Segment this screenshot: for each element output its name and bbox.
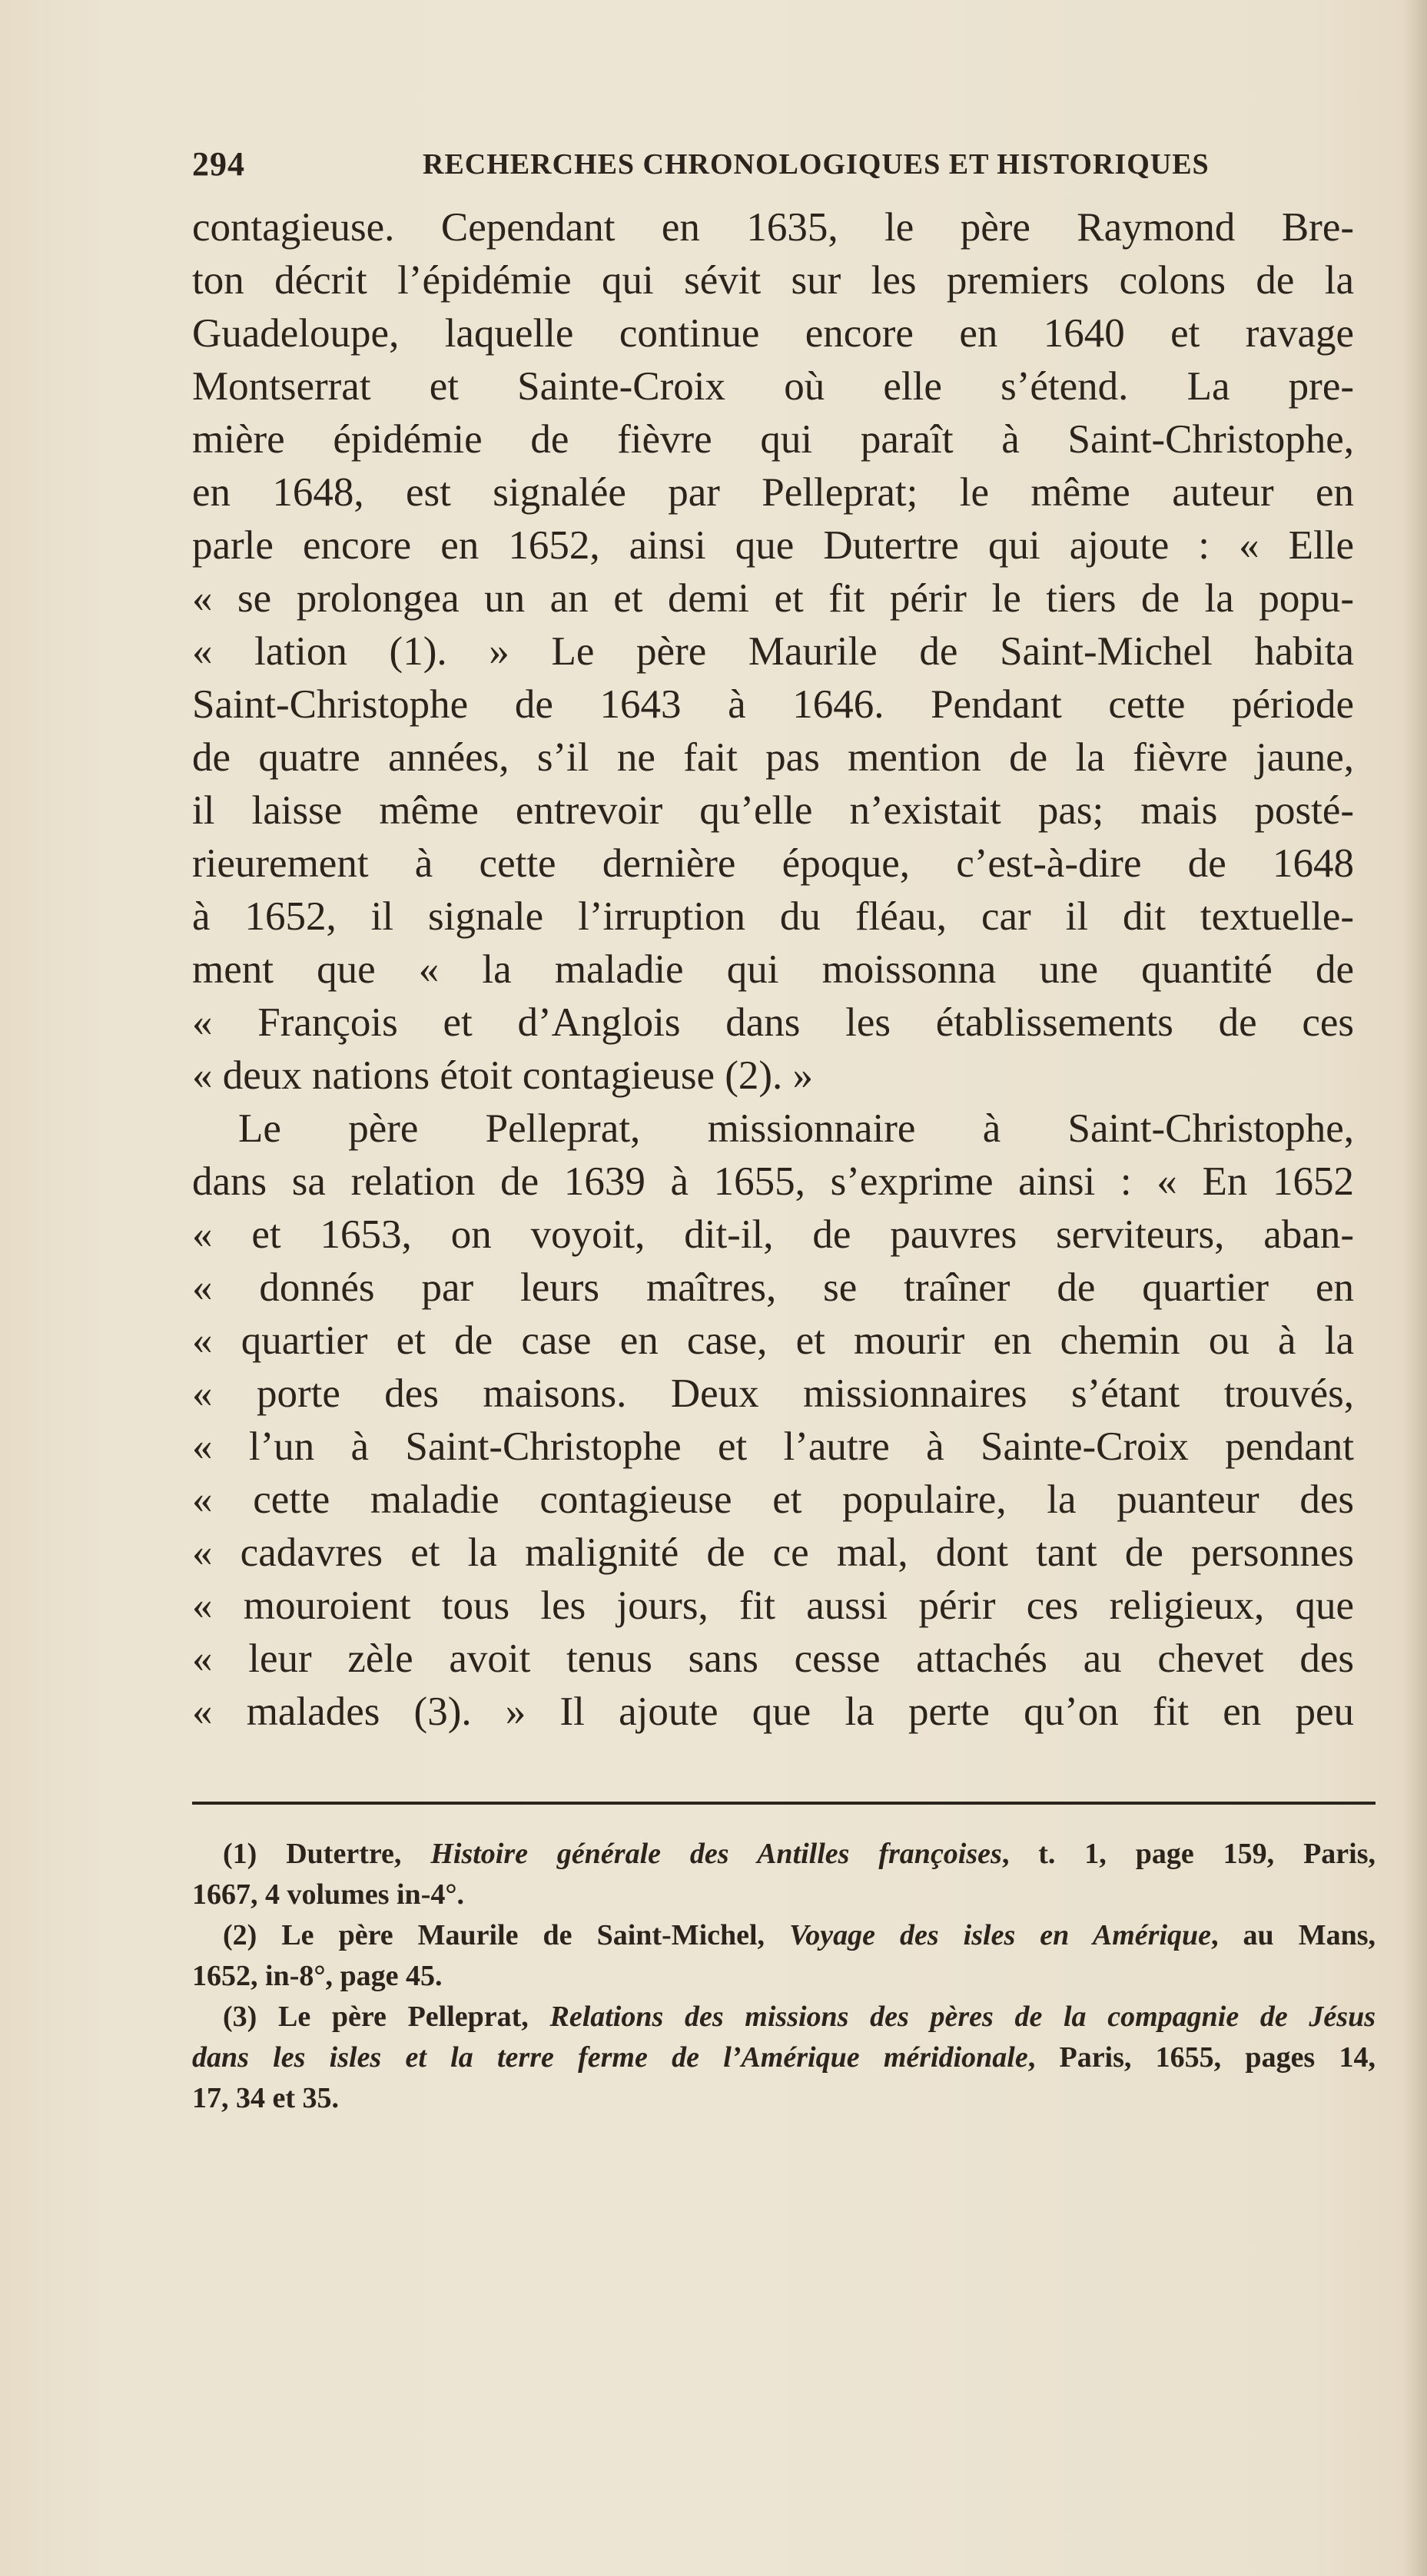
body-line: « quartier et de case en case, et mourir en chemin ou à la [192, 1318, 1354, 1363]
footnote-title: Relations des missions des pères de la compagnie de Jésus [549, 2001, 1376, 2033]
body-line: « et 1653, on voyoit, dit-il, de pauvres serviteurs, aban- [192, 1212, 1354, 1257]
footnote-text: , au Mans, [1211, 1919, 1376, 1951]
footnote-3-continued [192, 2037, 1376, 2078]
body-line: mière épidémie de fièvre qui paraît à Saint-Christophe, [192, 417, 1354, 462]
body-line: « mouroient tous les jours, fit aussi périr ces religieux, que [192, 1583, 1354, 1628]
footnote-text: , Paris, 1655, pages 14, [1027, 2041, 1376, 2074]
body-line: en 1648, est signalée par Pelleprat; le même auteur en [192, 470, 1354, 515]
body-line: « se prolongea un an et demi et fit périr le tiers de la popu- [192, 576, 1354, 621]
body-line: ment que « la maladie qui moissonna une quantité de [192, 947, 1354, 992]
body-line: de quatre années, s’il ne fait pas mention de la fièvre jaune, [192, 735, 1354, 780]
body-text [192, 201, 1354, 1739]
body-line: « cadavres et la malignité de ce mal, dont tant de personnes [192, 1530, 1354, 1575]
footnote-text: , t. 1, page 159, Paris, [1001, 1838, 1376, 1870]
paragraph-end-line: « deux nations étoit contagieuse (2). » [192, 1053, 814, 1098]
body-line: dans sa relation de 1639 à 1655, s’exprime ainsi : « En 1652 [192, 1159, 1354, 1204]
footnote-text: (3) Le père Pelleprat, [223, 2001, 550, 2033]
body-line: contagieuse. Cependant en 1635, le père Raymond Bre- [192, 205, 1354, 250]
running-head [192, 144, 1383, 184]
body-line: Montserrat et Sainte-Croix où elle s’étend. La pre- [192, 364, 1354, 409]
footnote-1 [192, 1834, 1376, 1875]
body-line: « l’un à Saint-Christophe et l’autre à Sainte-Croix pendant [192, 1424, 1354, 1469]
footnote-text: (2) Le père Maurile de Saint-Michel, [223, 1919, 790, 1951]
footnote-title: Histoire générale des Antilles françoises [430, 1838, 1002, 1870]
footnote-2-continued: 1652, in-8°, page 45. [192, 1960, 443, 1992]
body-line: il laisse même entrevoir qu’elle n’existait pas; mais posté- [192, 788, 1354, 833]
body-line: « malades (3). » Il ajoute que la perte qu’on fit en peu [192, 1689, 1354, 1734]
footnotes [192, 1834, 1376, 2119]
body-line: parle encore en 1652, ainsi que Dutertre qui ajoute : « Elle [192, 523, 1354, 568]
running-title: RECHERCHES CHRONOLOGIQUES ET HISTORIQUES [423, 148, 1210, 181]
body-line: « François et d’Anglois dans les établissements de ces [192, 1000, 1354, 1045]
footnote-title: dans les isles et la terre ferme de l’Amérique méridionale [192, 2041, 1028, 2074]
footnote-2 [192, 1915, 1376, 1956]
paragraph-start-line: Le père Pelleprat, missionnaire à Saint-Christophe, [238, 1106, 1354, 1151]
footnote-3-end: 17, 34 et 35. [192, 2082, 340, 2114]
footnote-text: (1) Dutertre, [223, 1838, 431, 1870]
body-line: Saint-Christophe de 1643 à 1646. Pendant cette période [192, 682, 1354, 727]
footnote-1-continued: 1667, 4 volumes in-4°. [192, 1878, 465, 1911]
footnote-rule [192, 1802, 1376, 1805]
body-line: ton décrit l’épidémie qui sévit sur les premiers colons de la [192, 258, 1354, 303]
body-line: à 1652, il signale l’irruption du fléau, car il dit textuelle- [192, 894, 1354, 939]
body-line: « lation (1). » Le père Maurile de Saint-Michel habita [192, 629, 1354, 674]
body-line: « cette maladie contagieuse et populaire, la puanteur des [192, 1477, 1354, 1522]
body-line: rieurement à cette dernière époque, c’est-à-dire de 1648 [192, 841, 1354, 886]
footnote-3 [192, 1997, 1376, 2037]
footnote-title: Voyage des isles en Amérique [789, 1919, 1212, 1951]
body-line: Guadeloupe, laquelle continue encore en 1640 et ravage [192, 311, 1354, 356]
body-line: « leur zèle avoit tenus sans cesse attachés au chevet des [192, 1636, 1354, 1681]
page-number: 294 [192, 145, 245, 183]
page-edge-shadow [1404, 0, 1427, 2576]
body-line: « porte des maisons. Deux missionnaires s’étant trouvés, [192, 1371, 1354, 1416]
body-line: « donnés par leurs maîtres, se traîner de quartier en [192, 1265, 1354, 1310]
